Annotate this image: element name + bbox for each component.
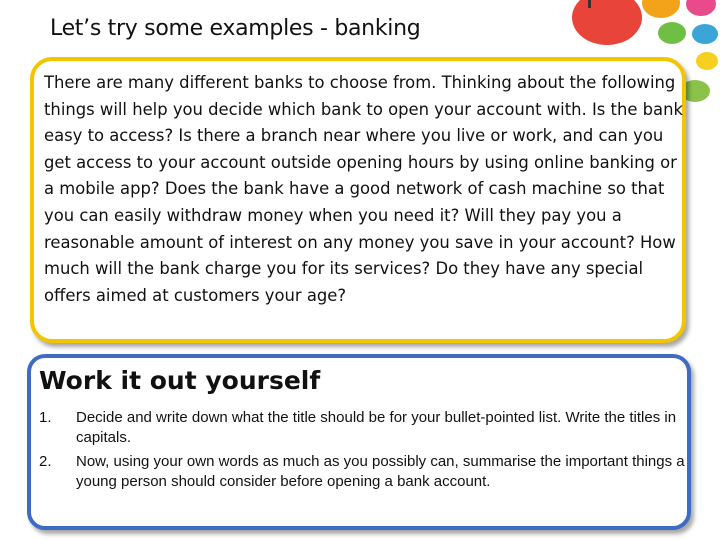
list-item-text: Decide and write down what the title should be for your bullet-pointed list. Write the titles in capitals. <box>76 409 677 446</box>
pink-speech-bubble-icon <box>686 0 716 16</box>
red-speech-bubble-icon <box>572 0 642 45</box>
blue-speech-bubble-icon <box>692 24 718 44</box>
intro-paragraph: There are many different banks to choose from. Thinking about the following things will help you decide which bank to open your account with. Is the bank easy to access? Is there a branch near where you live or work, and can you get access to your account outside opening hours by using online banking or a mobile app? Does the bank have a good network of cash machine so that you can easily withdraw money when you need it? Will they pay you a reasonable amount of interest on any money you save in your account? How much will the bank charge you for its services? Do they have any special offers aimed at customers your age? <box>44 73 683 305</box>
list-number: 2. <box>39 453 52 470</box>
list-number: 1. <box>39 409 52 426</box>
list-item-text: Now, using your own words as much as you possibly can, summarise the important things a young person should consider before opening a bank account. <box>76 453 685 490</box>
orange-speech-bubble-icon <box>642 0 680 18</box>
task-box <box>27 354 691 530</box>
yellow-speech-bubble-icon <box>696 52 718 70</box>
task-heading: Work it out yourself <box>39 366 321 395</box>
bubble-tail <box>588 0 591 8</box>
green-speech-bubble-icon <box>658 22 686 44</box>
task-list <box>39 408 689 496</box>
list-item <box>39 452 689 492</box>
page-title: Let’s try some examples - banking <box>50 16 421 41</box>
list-item <box>39 408 689 448</box>
intro-box <box>30 57 686 343</box>
